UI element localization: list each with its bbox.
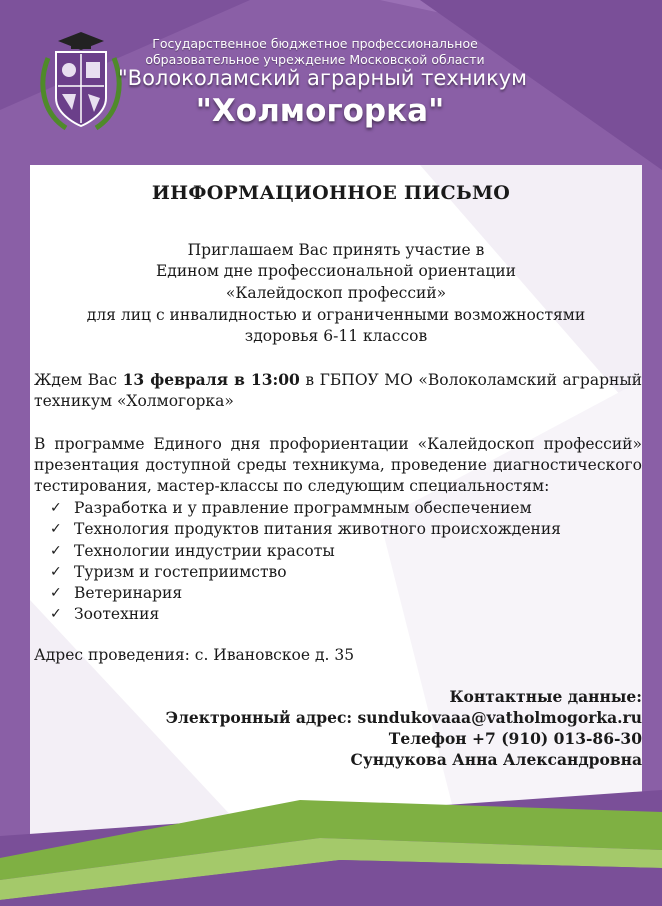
contact-phone: Телефон +7 (910) 013-86-30	[388, 729, 642, 748]
contacts-heading: Контактные данные:	[449, 687, 642, 706]
checkmark-icon: ✓	[50, 585, 62, 602]
list-item	[50, 498, 640, 519]
specialties-list	[50, 498, 640, 626]
specialty-label: Ветеринария	[74, 584, 183, 603]
org-name-line2: образовательное учреждение Московской области	[145, 52, 485, 67]
contacts-block	[166, 686, 642, 770]
checkmark-icon: ✓	[50, 542, 62, 559]
list-item	[50, 604, 640, 625]
list-item	[50, 541, 640, 562]
specialty-label: Технология продуктов питания животного происхождения	[74, 520, 561, 539]
list-item	[50, 562, 640, 583]
wait-datetime: 13 февраля в 13:00	[122, 370, 300, 389]
invite-name: «Калейдоскоп профессий»	[225, 284, 447, 302]
invite-intro: Приглашаем Вас принять участие в	[187, 241, 485, 259]
document-title: ИНФОРМАЦИОННОЕ ПИСЬМО	[151, 182, 511, 204]
wait-prefix: Ждем Вас	[34, 371, 123, 389]
event-address: Адрес проведения: с. Ивановское д. 35	[34, 646, 355, 664]
checkmark-icon: ✓	[50, 563, 62, 580]
org-name-line1: Государственное бюджетное профессиональное	[152, 36, 478, 51]
wait-paragraph	[34, 369, 642, 412]
specialty-label: Разработка и у правление программным обеспечением	[74, 499, 532, 517]
contact-email: Электронный адрес: sundukovaaa@vatholmogorka.ru	[165, 708, 642, 727]
specialty-label: Зоотехния	[74, 605, 160, 624]
program-paragraph: В программе Единого дня профориентации «Калейдоскоп профессий» презентация доступной среды техникума, проведение диагностического тестирования, мастер-классы по следующим специальностям:	[34, 435, 642, 495]
specialty-label: Технологии индустрии красоты	[74, 541, 335, 560]
invite-audience: для лиц с инвалидностью и ограниченными возможностями	[86, 306, 586, 324]
contact-person: Сундукова Анна Александровна	[350, 750, 642, 769]
checkmark-icon: ✓	[50, 500, 62, 516]
checkmark-icon: ✓	[50, 606, 62, 623]
list-item	[50, 583, 640, 604]
brand-name: "Холмогорка"	[195, 93, 445, 129]
wait-suffix: в ГБПОУ МО «Волоколамский аграрный техникум «Холмогорка»	[34, 371, 643, 410]
invite-event: Едином дне профессиональной ориентации	[155, 262, 517, 280]
list-item	[50, 519, 640, 540]
specialty-label: Туризм и гостеприимство	[74, 562, 287, 581]
college-name: "Волоколамский аграрный техникум	[118, 66, 528, 90]
checkmark-icon: ✓	[50, 521, 62, 538]
invite-grades: здоровья 6-11 классов	[244, 327, 428, 345]
